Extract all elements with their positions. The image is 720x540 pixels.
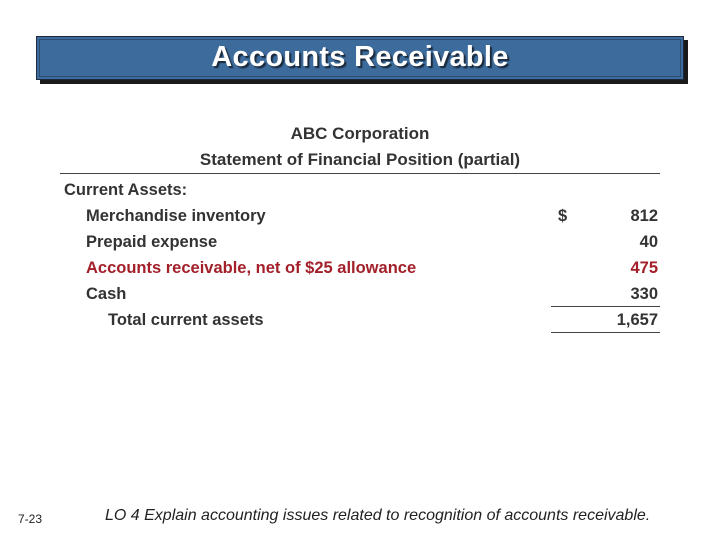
total-amount: 1,657 [616,311,658,329]
slide-title: Accounts Receivable [211,41,509,73]
slide-number: 7-23 [18,512,43,526]
row-amount: 40 [639,233,658,251]
row-label: Prepaid expense [86,233,218,251]
currency-symbol: $ [558,207,568,225]
learning-objective: LO 4 Explain accounting issues related to recognition of accounts receivable. [105,507,651,524]
header-rule [60,173,660,174]
row-amount: 330 [630,285,658,303]
section-heading-label: Current Assets: [64,181,188,199]
row-amount: 812 [630,207,658,225]
row-label: Accounts receivable, net of $25 allowance [86,259,417,277]
total-rule [551,332,660,333]
subtotal-rule [551,306,660,307]
total-label: Total current assets [108,311,264,329]
statement-name: Statement of Financial Position (partial) [199,150,521,169]
row-amount: 475 [630,259,658,277]
row-label: Merchandise inventory [86,207,266,225]
slide-title-bar [36,36,684,80]
company-name: ABC Corporation [290,124,430,143]
row-label: Cash [86,285,127,303]
